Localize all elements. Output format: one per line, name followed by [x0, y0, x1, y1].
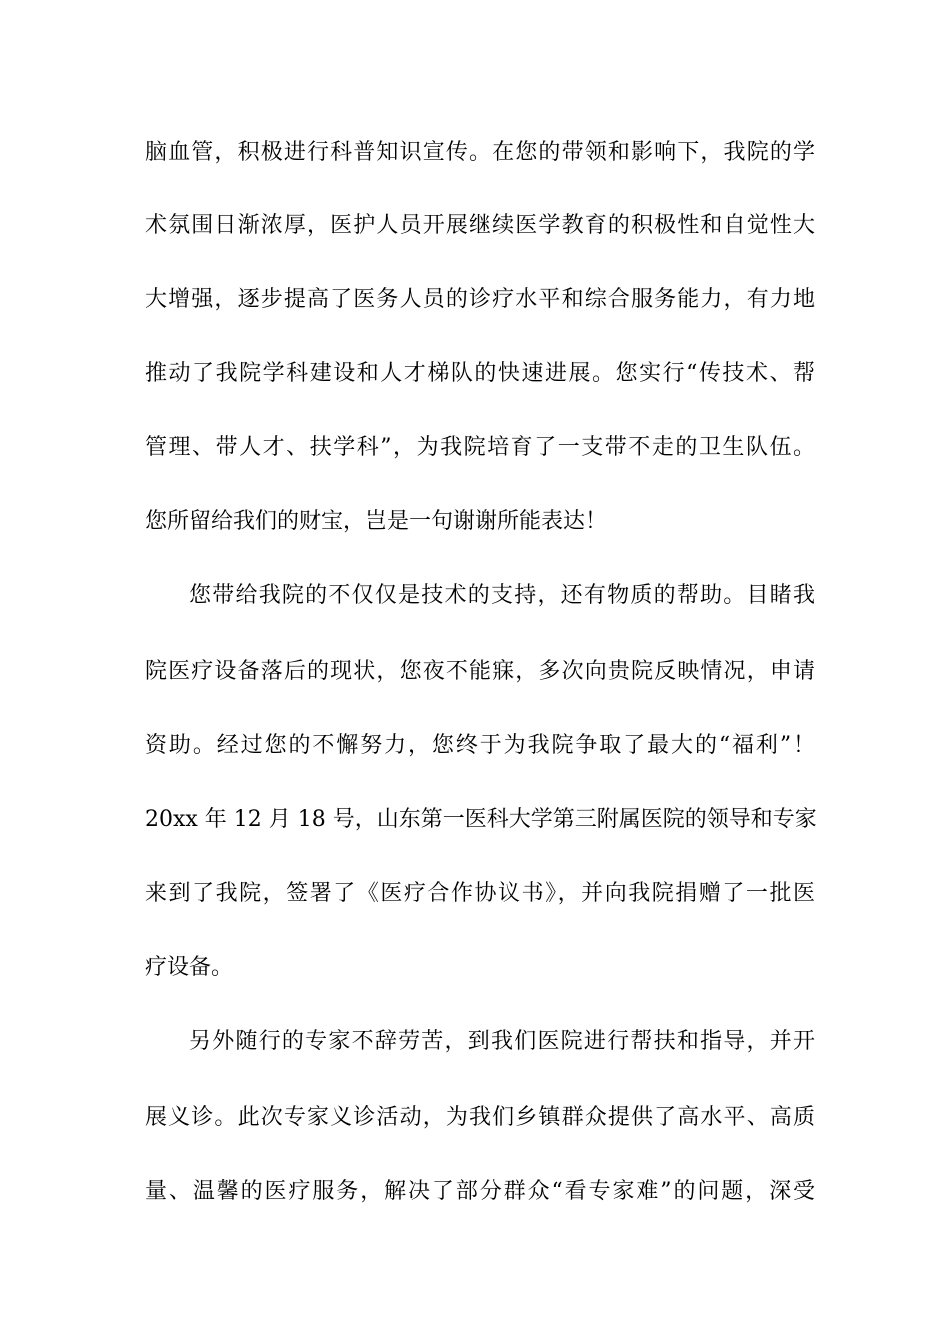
text-line: 脑血管，积极进行科普知识宣传。在您的带领和影响下，我院的学	[145, 140, 815, 165]
text-line: 院医疗设备落后的现状，您夜不能寐，多次向贵院反映情况，申请	[145, 659, 815, 684]
text-line: 推动了我院学科建设和人才梯队的快速进展。您实行“传技术、帮	[145, 361, 815, 386]
text-line: 展义诊。此次专家义诊活动，为我们乡镇群众提供了高水平、高质	[145, 1105, 815, 1130]
text-line: 大增强，逐步提高了医务人员的诊疗水平和综合服务能力，有力地	[145, 287, 815, 312]
text-line: 疗设备。	[145, 955, 234, 980]
text-line: 资助。经过您的不懈努力，您终于为我院争取了最大的“福利”！	[145, 733, 815, 758]
text-line: 术氛围日渐浓厚，医护人员开展继续医学教育的积极性和自觉性大	[145, 213, 815, 238]
text-line: 来到了我院，签署了《医疗合作协议书》，并向我院捐赠了一批医	[145, 881, 815, 906]
text-line: 您带给我院的不仅仅是技术的支持，还有物质的帮助。目睹我	[189, 583, 815, 608]
text-line: 管理、带人才、扶学科”，为我院培育了一支带不走的卫生队伍。	[145, 435, 815, 460]
text-line: 您所留给我们的财宝，岂是一句谢谢所能表达！	[145, 509, 608, 534]
text-line: 另外随行的专家不辞劳苦，到我们医院进行帮扶和指导，并开	[189, 1029, 815, 1054]
text-line: 20xx 年 12 月 18 号，山东第一医科大学第三附属医院的领导和专家	[145, 807, 817, 832]
text-line: 量、温馨的医疗服务，解决了部分群众“看专家难”的问题，深受	[145, 1179, 815, 1204]
